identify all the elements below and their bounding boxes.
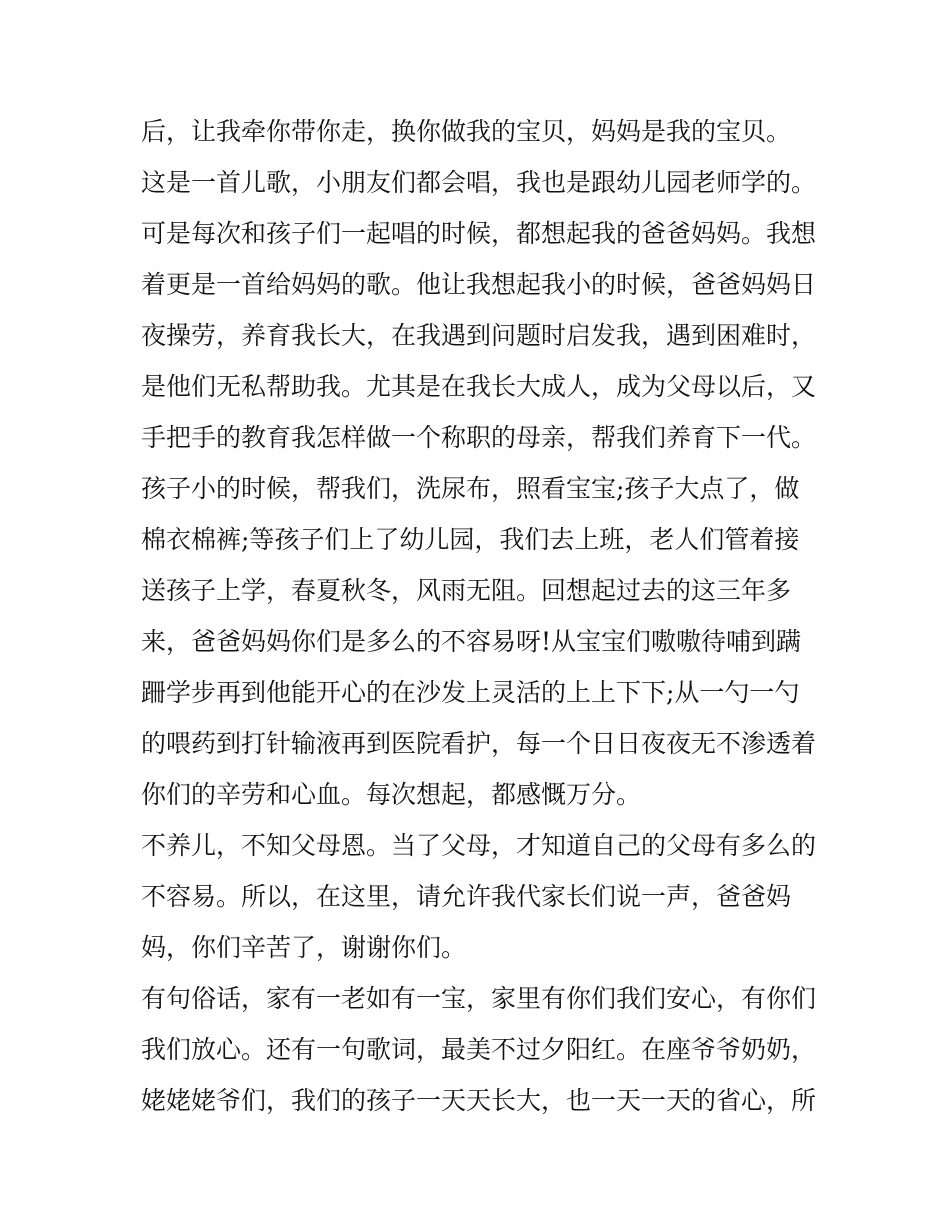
- text-line-8: 孩子小的时候，帮我们，洗尿布，照看宝宝;孩子大点了，做: [141, 474, 800, 503]
- text-line-19: 我们放心。还有一句歌词，最美不过夕阳红。在座爷爷奶奶，: [141, 1035, 817, 1064]
- text-line-15: 不养儿，不知父母恩。当了父母，才知道自己的父母有多么的: [141, 831, 817, 860]
- text-line-20: 姥姥姥爷们，我们的孩子一天天长大，也一天一天的省心，所: [141, 1086, 817, 1115]
- text-line-10: 送孩子上学，春夏秋冬，风雨无阻。回想起过去的这三年多: [141, 576, 792, 605]
- text-line-6: 是他们无私帮助我。尤其是在我长大成人，成为父母以后，又: [141, 372, 817, 401]
- text-line-5: 夜操劳，养育我长大，在我遇到问题时启发我，遇到困难时，: [141, 321, 817, 350]
- text-line-9: 棉衣棉裤;等孩子们上了幼儿园，我们去上班，老人们管着接: [141, 525, 800, 554]
- text-line-17: 妈，你们辛苦了，谢谢你们。: [141, 933, 467, 962]
- text-line-4: 着更是一首给妈妈的歌。他让我想起我小的时候，爸爸妈妈日: [141, 270, 817, 299]
- text-line-16: 不容易。所以，在这里，请允许我代家长们说一声，爸爸妈: [141, 882, 792, 911]
- text-line-3: 可是每次和孩子们一起唱的时候，都想起我的爸爸妈妈。我想: [141, 219, 817, 248]
- text-line-18: 有句俗话，家有一老如有一宝，家里有你们我们安心，有你们: [141, 984, 817, 1013]
- text-line-1: 后，让我牵你带你走，换你做我的宝贝，妈妈是我的宝贝。: [141, 117, 792, 146]
- text-line-13: 的喂药到打针输液再到医院看护，每一个日日夜夜无不渗透着: [141, 729, 817, 758]
- text-line-7: 手把手的教育我怎样做一个称职的母亲，帮我们养育下一代。: [141, 423, 817, 452]
- text-line-14: 你们的辛劳和心血。每次想起，都感慨万分。: [141, 780, 642, 809]
- body-text: [141, 106, 831, 1126]
- text-line-11: 来，爸爸妈妈你们是多么的不容易呀!从宝宝们嗷嗷待哺到蹒: [141, 627, 802, 656]
- text-line-2: 这是一首儿歌，小朋友们都会唱，我也是跟幼儿园老师学的。: [141, 168, 817, 197]
- text-line-12: 跚学步再到他能开心的在沙发上灵活的上上下下;从一勺一勺: [141, 678, 800, 707]
